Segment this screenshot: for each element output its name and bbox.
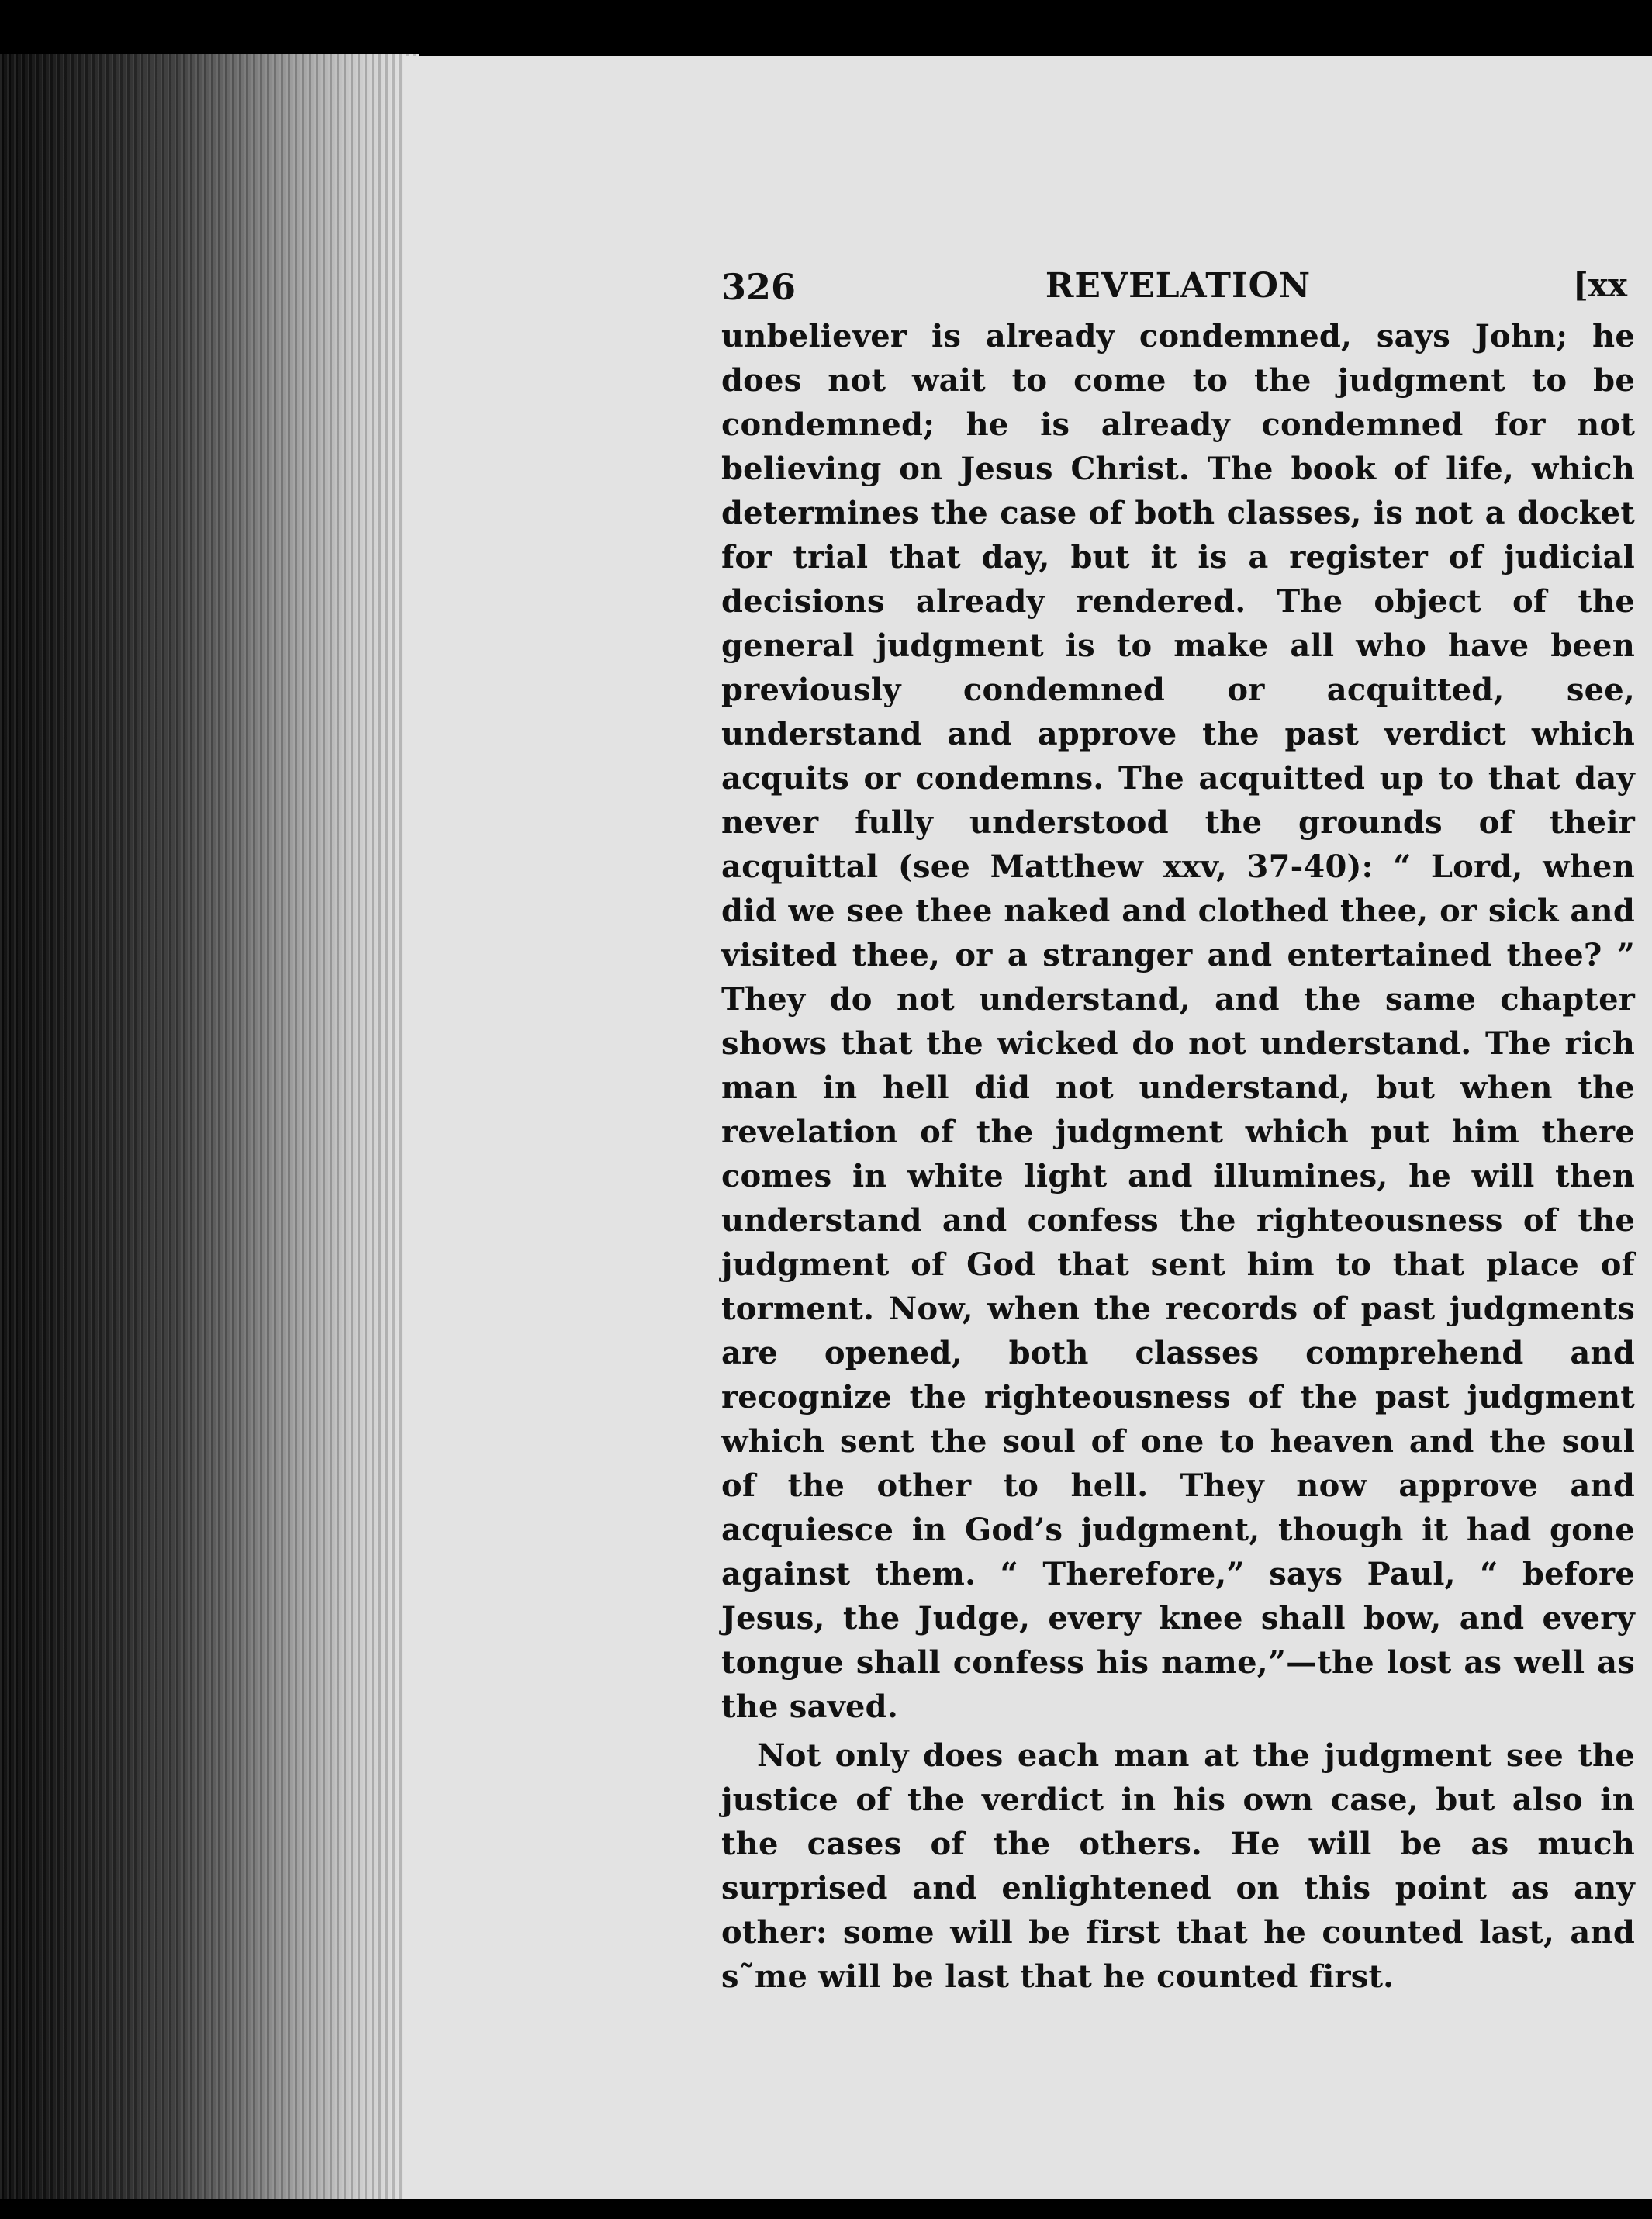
book-gutter-edge [0,54,419,2210]
page-number: 326 [721,266,797,308]
top-scan-border [0,0,1652,56]
chapter-mark: [xx [1573,266,1627,304]
body-paragraph-2: Not only does each man at the judgment see the justice of the verdict in his own case, but also in the cases of the others. He will be as much surprised and enlightened on this point as any other: some will be first that he counted last, and s˜me will be last that he counted first. [721,1737,1635,1995]
page-content [721,260,1635,1999]
body-paragraph-1: unbeliever is already condemned, says John; he does not wait to come to the judgment to be condemned; he is already condemned for not believing on Jesus Christ. The book of life, which determines the case of both classes, is not a docket for trial that day, but it is a register of judicial decisions already rendered. The object of the general judgment is to make all who have been previously condemned or acquitted, see, understand and approve the past verdict which acquits or condemns. The acquitted up to that day never fully understood the grounds of their acquittal (see Matthew xxv, 37-40): “ Lord, when did we see thee naked and clothed thee, or sick and visited thee, or a stranger and entertained thee? ” They do not understand, and the same chapter shows that the wicked do not understand. The rich man in hell did not understand, but when the revelation of the judgment which put him there comes in white light and illumines, he will then understand and confess the righteousness of the judgment of God that sent him to that place of torment. Now, when the records of past judgments are opened, both classes comprehend and recognize the righteousness of the past judgment which sent the soul of one to heaven and the soul of the other to hell. They now approve and acquiesce in God’s judgment, though it had gone against them. “ Therefore,” says Paul, “ before Jesus, the Judge, every knee shall bow, and every tongue shall confess his name,”—the lost as well as the saved. [721,318,1635,1725]
running-head: REVELATION [1045,266,1312,306]
bottom-scan-border [0,2199,1652,2219]
page-header [721,260,1635,314]
